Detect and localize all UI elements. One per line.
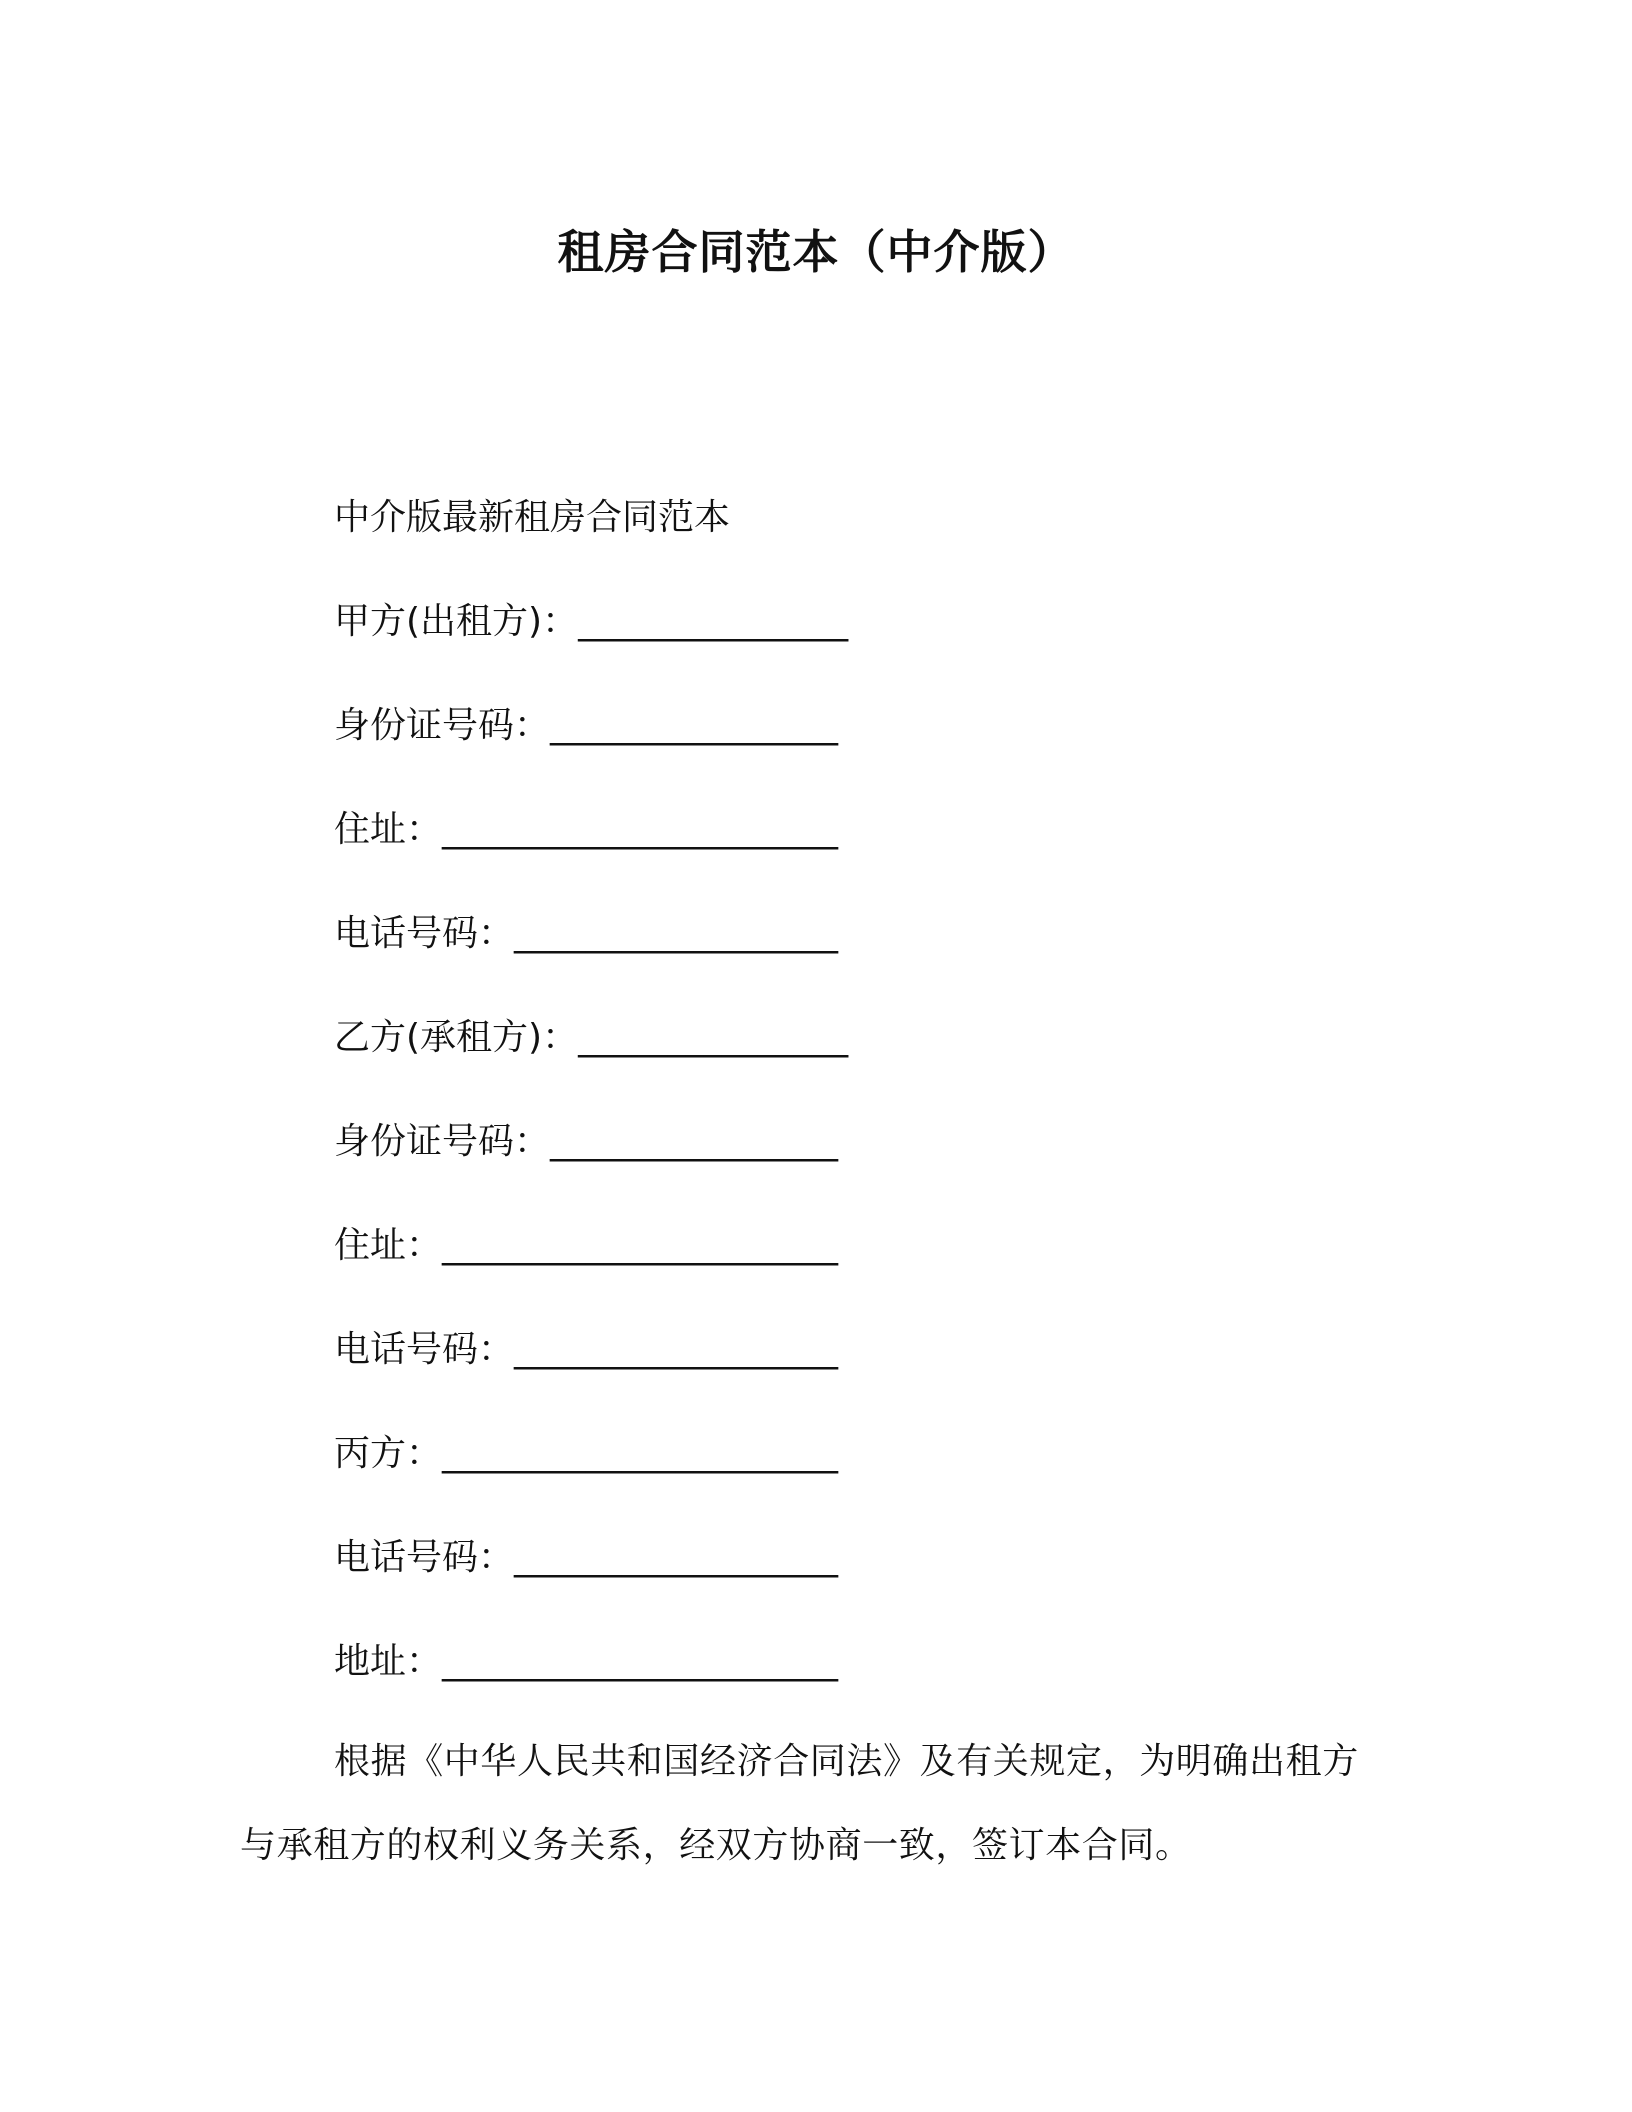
field-party-c-address: 地址：______________________ [334,1641,839,1682]
field-party-c-phone: 电话号码：__________________ [334,1537,839,1578]
field-party-a-address: 住址：______________________ [334,809,839,850]
field-party-a-phone: 电话号码：__________________ [334,913,839,954]
field-party-b-id-number: 身份证号码：________________ [334,1121,839,1162]
field-party-c: 丙方：______________________ [334,1433,839,1474]
contract-preamble-paragraph: 根据《中华人民共和国经济合同法》及有关规定，为明确出租方与承租方的权利义务关系，经双方协商一致，签订本合同。 [240,1741,1359,1866]
document-title: 租房合同范本（中介版） [557,225,1075,279]
document-subtitle: 中介版最新租房合同范本 [334,497,731,538]
field-party-b-phone: 电话号码：__________________ [334,1329,839,1370]
field-party-b-address: 住址：______________________ [334,1225,839,1266]
field-party-a: 甲方(出租方)：_______________ [334,601,849,642]
field-party-a-id-number: 身份证号码：________________ [334,705,839,746]
field-party-b: 乙方(承租方)：_______________ [334,1017,849,1058]
